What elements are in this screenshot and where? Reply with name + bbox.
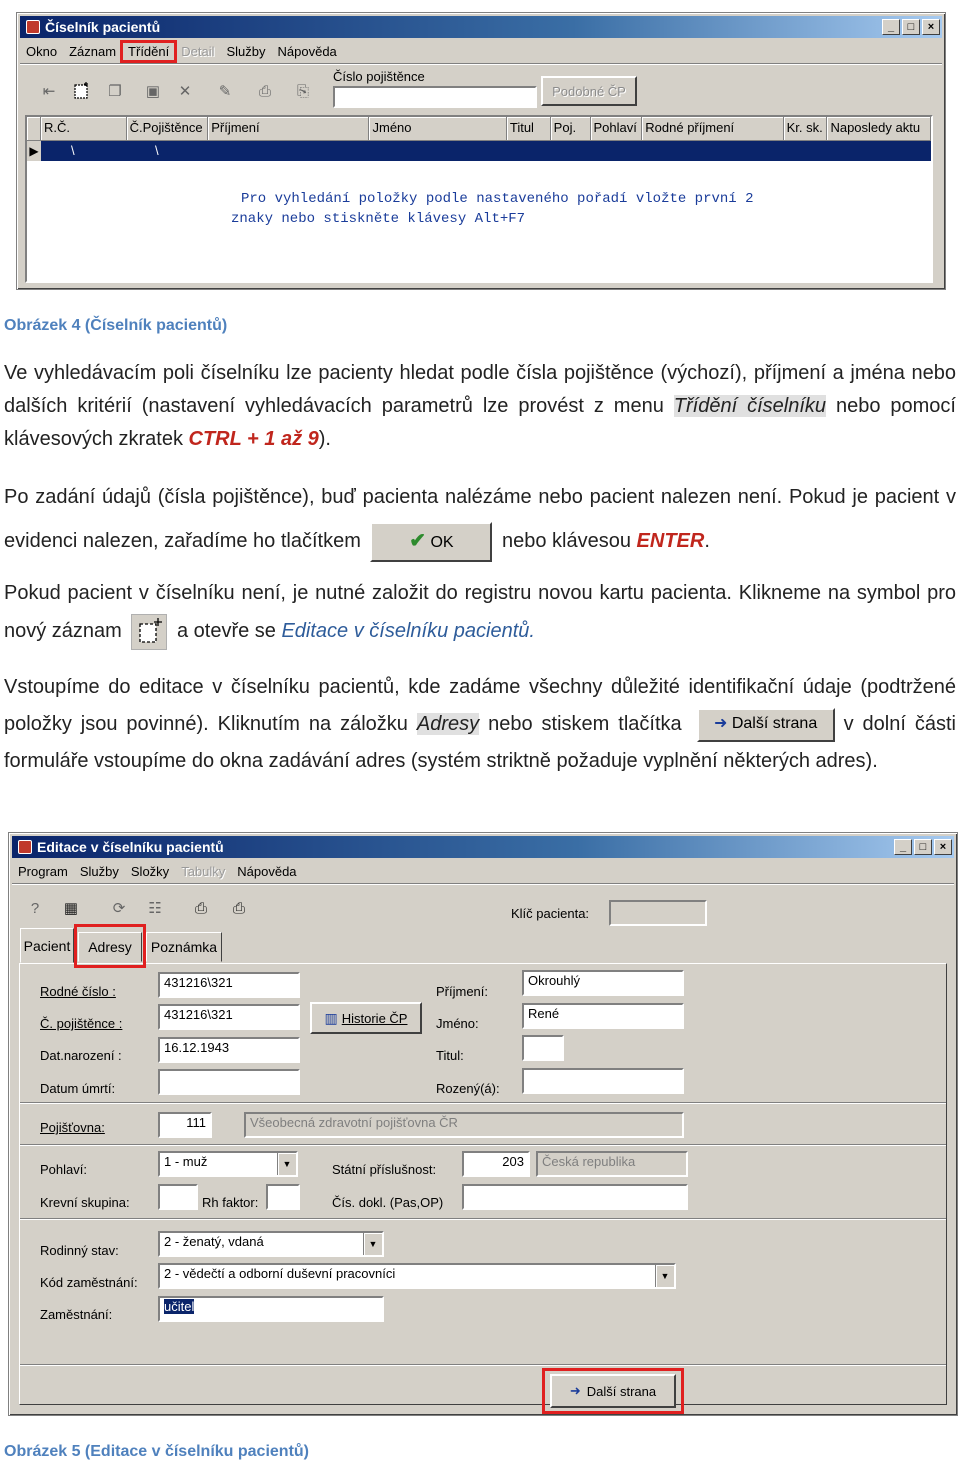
patient-register-window	[16, 12, 946, 290]
zamestnani-field[interactable]: učitel	[158, 1296, 384, 1322]
pohlavi-select[interactable]: 1 - muž ▼	[158, 1151, 298, 1177]
tab-pacient[interactable]: Pacient	[20, 928, 74, 963]
history-icon: ▥	[324, 1009, 338, 1026]
menu-detail[interactable]: Detail	[181, 43, 215, 59]
print-setup-icon[interactable]: ⎘	[296, 82, 309, 100]
cislo-dokladu-label: Čís. dokl. (Pas,OP)	[332, 1195, 444, 1210]
rodinny-stav-select[interactable]: 2 - ženatý, vdaná ▼	[158, 1231, 384, 1257]
col-naposledy[interactable]: Naposledy aktu	[827, 117, 931, 141]
search-label: Číslo pojištěnce	[333, 69, 425, 84]
cell-cislo-pojistence: \	[155, 143, 159, 158]
pohlavi-label: Pohlaví:	[40, 1162, 87, 1177]
help-icon[interactable]: ?	[30, 899, 40, 917]
next-page-button-illustration: ➜ Další strana	[697, 708, 835, 742]
menu-trideni[interactable]: Třídění	[122, 42, 175, 61]
datum-umrti-label: Datum úmrtí:	[40, 1081, 116, 1096]
arrow-right-icon: ➜	[713, 714, 728, 732]
menu-napoveda[interactable]: Nápověda	[277, 43, 337, 59]
prijmeni-field[interactable]: Okrouhlý	[522, 970, 684, 996]
menu-okno[interactable]: Okno	[26, 43, 58, 59]
col-titul[interactable]: Titul	[507, 117, 551, 141]
jmeno-label: Jméno:	[436, 1016, 479, 1031]
rozeny-field[interactable]	[522, 1068, 684, 1094]
minimize-button[interactable]: _	[894, 839, 912, 855]
patient-key-field	[609, 900, 707, 926]
close-button[interactable]: ×	[934, 839, 952, 855]
menu-tabulky[interactable]: Tabulky	[181, 863, 226, 879]
statni-prislusnost-label: Státní příslušnost:	[332, 1162, 437, 1177]
grid-hint-line-1: Pro vyhledání položky podle nastaveného pořadí vložte první 2	[241, 191, 754, 207]
chevron-down-icon[interactable]: ▼	[655, 1265, 674, 1287]
statni-name-field: Česká republika	[536, 1151, 688, 1177]
menu-program[interactable]: Program	[18, 863, 68, 879]
kod-zamestnani-select[interactable]: 2 - vědečtí a odborní duševní pracovníci ▼	[158, 1263, 676, 1289]
copy-record-icon[interactable]: ❐	[108, 83, 122, 100]
patient-key-label: Klíč pacienta:	[511, 906, 590, 921]
maximize-button[interactable]: □	[902, 19, 920, 35]
save-icon[interactable]: ▣	[145, 83, 161, 100]
tab-adresy[interactable]: Adresy	[78, 932, 142, 962]
window-titlebar	[12, 836, 954, 858]
grid-hint-line-2: znaky nebo stiskněte klávesy Alt+F7	[231, 211, 526, 227]
grid-header	[27, 117, 931, 141]
pojistovna-code-field[interactable]: 111	[158, 1112, 212, 1138]
rh-faktor-field[interactable]	[266, 1184, 300, 1210]
col-poj[interactable]: Poj.	[551, 117, 591, 141]
paragraph-found: Po zadání údajů (čísla pojištěnce), buď pacienta nalézáme nebo pacient nalezen není. Pokud je pacient v evidenci nalezen, zařadíme ho tlačítkem ✔ OK nebo klávesou ENTER.	[4, 475, 956, 563]
jmeno-field[interactable]: René	[522, 1003, 684, 1029]
paragraph-search: Ve vyhledávacím poli číselníku lze pacienty hledat podle čísla pojištěnce (výchozí), příjmení a jména nebo dalších kritérií (nastavení vyhledávacích parametrů lze provést z menu Třídění číselníku nebo pomocí klávesových zkratek CTRL + 1 až 9).	[4, 362, 956, 450]
checklist-icon[interactable]: ☷	[148, 900, 162, 917]
print-icon[interactable]: ⎙	[194, 899, 207, 917]
first-record-icon[interactable]: ⇤	[42, 83, 56, 100]
minimize-button[interactable]: _	[882, 19, 900, 35]
delete-icon[interactable]: ✕	[178, 83, 192, 100]
checkmark-icon: ✔	[409, 529, 427, 552]
datum-umrti-field[interactable]	[158, 1069, 300, 1095]
rodne-cislo-label: Rodné číslo :	[40, 984, 116, 999]
menu-zaznam[interactable]: Záznam	[69, 43, 117, 59]
menu-napoveda[interactable]: Nápověda	[237, 863, 297, 879]
menu-sluzby[interactable]: Služby	[226, 43, 266, 59]
menubar	[20, 40, 942, 62]
app-icon	[18, 840, 32, 854]
col-jmeno[interactable]: Jméno	[369, 117, 506, 141]
tab-poznamka[interactable]: Poznámka	[146, 932, 222, 962]
pojistovna-label: Pojišťovna:	[40, 1120, 105, 1135]
rozeny-label: Rozený(á):	[436, 1081, 500, 1096]
titul-label: Titul:	[436, 1048, 464, 1063]
key-reference: ENTER	[636, 530, 705, 552]
print-blue-icon[interactable]: ⎙	[232, 899, 245, 917]
tab-reference: Adresy	[416, 713, 480, 735]
window-title: Číselník pacientů	[45, 19, 161, 35]
maximize-button[interactable]: □	[914, 839, 932, 855]
arrow-right-icon: ➜	[569, 1383, 581, 1398]
paragraph-editing: Vstoupíme do editace v číselníku pacientů, kde zadáme všechny důležité identifikační údaje (podtržené položky jsou povinné). Kliknutím na záložku Adresy nebo stiskem tlačítka ➜ Další strana v dolní části formuláře vstoupíme do okna zadávání adres (systém striktně požaduje vyplnění některých adres).	[4, 676, 956, 772]
cell-rc: \	[71, 143, 75, 158]
cislo-dokladu-field[interactable]	[462, 1184, 688, 1210]
new-record-icon	[131, 614, 167, 650]
zamestnani-label: Zaměstnání:	[40, 1307, 113, 1322]
krevni-skupina-field[interactable]	[158, 1184, 198, 1210]
col-pohlavi[interactable]: Pohlaví	[591, 117, 643, 141]
menu-sluzby[interactable]: Služby	[79, 863, 119, 879]
similar-insurance-button[interactable]: Podobné ČP	[541, 76, 637, 106]
editor-reference: Editace v číselníku pacientů.	[281, 620, 535, 642]
row-pointer-icon: ▶	[27, 141, 41, 161]
rh-faktor-label: Rh faktor:	[202, 1195, 259, 1210]
rodne-cislo-field[interactable]: 431216\321	[158, 972, 300, 998]
figure-caption-5: Obrázek 5 (Editace v číselníku pacientů)	[4, 1443, 309, 1460]
print-icon[interactable]: ⎙	[258, 82, 271, 100]
card-icon[interactable]: ▦	[63, 900, 79, 917]
history-button[interactable]: ▥ Historie ČP	[310, 1002, 422, 1034]
menu-slozky[interactable]: Složky	[130, 863, 170, 879]
kod-zamestnani-label: Kód zaměstnání:	[40, 1275, 138, 1290]
cislo-pojistence-label: Č. pojištěnce :	[40, 1016, 123, 1031]
col-rodne-prijmeni[interactable]: Rodné příjmení	[642, 117, 783, 141]
titul-field[interactable]	[522, 1035, 564, 1061]
shortcut-reference: CTRL + 1 až 9	[188, 428, 319, 450]
pojistovna-name-field: Všeobecná zdravotní pojišťovna ČR	[244, 1112, 684, 1138]
edit-icon[interactable]: ✎	[218, 83, 232, 100]
new-record-icon[interactable]	[69, 80, 93, 102]
window-titlebar	[20, 16, 942, 38]
table-row[interactable]	[27, 141, 931, 161]
prijmeni-label: Příjmení:	[436, 984, 489, 999]
app-icon	[26, 20, 40, 34]
patient-grid[interactable]	[25, 115, 933, 283]
cislo-pojistence-field[interactable]: 431216\321	[158, 1004, 300, 1030]
window-title: Editace v číselníku pacientů	[37, 839, 224, 855]
statni-code-field[interactable]: 203	[462, 1151, 530, 1177]
datum-narozeni-field[interactable]: 16.12.1943	[158, 1037, 300, 1063]
chevron-down-icon[interactable]: ▼	[363, 1233, 382, 1255]
krevni-skupina-label: Krevní skupina:	[40, 1195, 130, 1210]
chevron-down-icon[interactable]: ▼	[277, 1153, 296, 1175]
figure-caption-4: Obrázek 4 (Číselník pacientů)	[4, 317, 228, 334]
col-kr-sk[interactable]: Kr. sk.	[784, 117, 828, 141]
paragraph-new-record: Pokud pacient v číselníku není, je nutné založit do registru novou kartu pacienta. Klikneme na symbol pro nový záznam a otevře se Editace v číselníku pacientů.	[4, 574, 956, 650]
datum-narozeni-label: Dat.narození :	[40, 1048, 122, 1063]
menu-reference: Třídění číselníku	[673, 395, 827, 417]
insurance-number-search-input[interactable]	[333, 86, 537, 108]
next-page-button[interactable]: ➜ Další strana	[550, 1374, 676, 1408]
col-prijmeni[interactable]: Příjmení	[208, 117, 369, 141]
col-cislo-pojistence[interactable]: Č.Pojištěnce	[127, 117, 209, 141]
rodinny-stav-label: Rodinný stav:	[40, 1243, 119, 1258]
col-rc[interactable]: R.Č.	[41, 117, 127, 141]
close-button[interactable]: ×	[922, 19, 940, 35]
ok-button-illustration: ✔ OK	[370, 522, 492, 562]
refresh-icon[interactable]: ⟳	[112, 900, 126, 917]
menubar	[12, 860, 954, 882]
